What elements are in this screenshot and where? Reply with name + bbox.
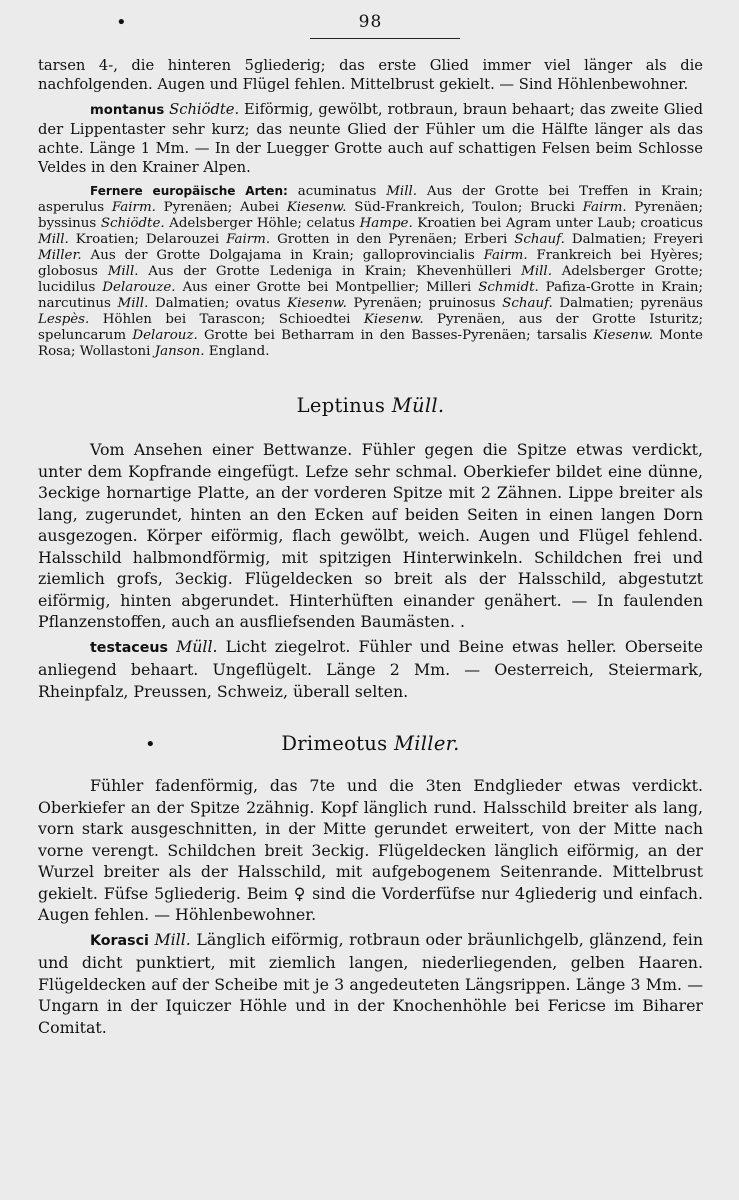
species-entry-text: Aus der Grotte Dolgajama in Krain; galloprovincialis (81, 248, 484, 263)
page-number: 98 (358, 12, 383, 32)
species-author: Schauf. (514, 232, 565, 247)
species-author: Schmidt. (478, 280, 539, 295)
species-author: Hampe. (359, 216, 413, 231)
section-drimeotus (38, 775, 703, 1038)
species-author: Fairm. (483, 248, 528, 263)
species-entry-text: Aus der Grotte bei Treffen in Krain; asperulus (38, 184, 703, 215)
species-author: Mill. (154, 929, 191, 949)
species-name: testaceus (90, 639, 168, 656)
species-author: Müll. (176, 636, 218, 656)
genus-heading-leptinus (38, 394, 703, 417)
species-entry-text: Dalmatien; pyrenäus (552, 296, 703, 311)
species-author: Kiesenw. (286, 200, 347, 215)
species-author: Mill. (117, 296, 149, 311)
species-entry-text: Adelsberger Grotte; lucidilus (38, 264, 703, 295)
species-entry-text: Adelsberger Höhle; celatus (164, 216, 360, 231)
species-author: Schiödte. (169, 101, 240, 118)
species-entry-text: Kroatien; Delarouzei (68, 232, 227, 247)
species-author: Lespès. (38, 312, 90, 327)
species-entry-text: Süd-Frankreich, Toulon; Brucki (346, 200, 583, 215)
genus-author: Müll. (391, 394, 445, 417)
section-leptinus (38, 439, 703, 702)
species-entry-text: Monte Rosa; Wollastoni (38, 328, 703, 359)
genus-author: Miller. (393, 732, 460, 755)
header-rule (310, 38, 460, 39)
genus-name: Drimeotus (281, 732, 388, 755)
species-entry-text: Pyrenäen; byssinus (38, 200, 703, 231)
species-author: Janson. (154, 344, 205, 359)
heading-dot: • (145, 734, 156, 755)
species-entry-text: Frankreich bei Hyères; globosus (38, 248, 703, 279)
species-author: Mill. (107, 264, 139, 279)
species-author: Kiesenw. (593, 328, 653, 343)
page-header (38, 8, 703, 56)
species-entry-text: acuminatus (287, 184, 387, 199)
species-author: Schiödte. (100, 216, 165, 231)
section-genus-continuation (38, 56, 703, 360)
species-author: Kiesenw. (287, 296, 347, 311)
genus-heading-drimeotus (38, 732, 703, 755)
species-author: Fairm. (226, 232, 271, 247)
species-description: Licht ziegelrot. Fühler und Beine etwas heller. Oberseite anliegend behaart. Ungeflügelt. Länge 2 Mm. — Oesterreich, Steiermark, Rheinpfalz, Preussen, Schweiz, überall selten. (38, 636, 703, 701)
species-description: Länglich eiförmig, rotbraun oder bräunlichgelb, glänzend, fein und dicht punktiert, mit ziemlich langen, niederliegenden, gelben Haaren. Flügeldecken auf der Scheibe mit je 3 angedeuteten Längsrippen. Länge 3 Mm. — Ungarn in der Iquiczer Höhle und in der Knochenhöhle bei Fericse im Biharer Comitat. (38, 929, 703, 1037)
species-entry-text: Pyrenäen; Aubei (155, 200, 287, 215)
species-author: Schauf. (502, 296, 553, 311)
species-entry-text: Pafiza-Grotte in Krain; narcutinus (38, 280, 703, 311)
species-entry-text: Kroatien bei Agram unter Laub; croaticus (412, 216, 703, 231)
species-author: Miller. (38, 248, 82, 263)
species-entry-text: Dalmatien; ovatus (148, 296, 288, 311)
species-author: Mill. (38, 232, 69, 247)
species-entry-text: Grotte bei Betharram in den Basses-Pyrenäen; tarsalis (197, 328, 594, 343)
species-entry-text: Aus der Grotte Ledeniga in Krain; Khevenhülleri (138, 264, 522, 279)
species-author: Kiesenw. (363, 312, 424, 327)
genus-intro-text: tarsen 4-, die hinteren 5gliederig; das erste Glied immer viel länger als die nachfolgenden. Augen und Flügel fehlen. Mittelbrust gekielt. — Sind Höhlenbewohner. (38, 57, 703, 93)
species-entry-text: Aus einer Grotte bei Montpellier; Milleri (175, 280, 479, 295)
genus-description: Vom Ansehen einer Bettwanze. Fühler gegen die Spitze etwas verdickt, unter dem Kopfrande eingefügt. Lefze sehr schmal. Oberkiefer bildet eine dünne, 3eckige hornartige Platte, an der vorderen Spitze mit 2 Zähnen. Lippe breiter als lang, zugerundet, hinten an den Ecken auf beiden Seiten in einen langen Dorn ausgezogen. Körper eiförmig, flach gewölbt, weich. Augen und Flügel fehlend. Halsschild halbmondförmig, mit spitzigen Hinterwinkeln. Schildchen frei und ziemlich grofs, 3eckig. Flügeldecken so breit als der Halsschild, abgestutzt eiförmig, hinten abgerundet. Hinterhüften einander genähert. — In faulenden Pflanzenstoffen, auch an ausfliefsenden Baumästen. . (38, 440, 703, 631)
further-species-label: Fernere europäische Arten: (90, 184, 288, 198)
species-entry-text: Pyrenäen, aus der Grotte Isturitz; speluncarum (38, 312, 703, 343)
species-author: Fairm. (582, 200, 627, 215)
further-species-list (38, 183, 703, 360)
header-dot: • (116, 12, 127, 33)
species-author: Delarouze. (102, 280, 176, 295)
species-entry-text: Grotten in den Pyrenäen; Erberi (270, 232, 515, 247)
genus-description: Fühler fadenförmig, das 7te und die 3ten Endglieder etwas verdickt. Oberkiefer an der Spitze 2zähnig. Kopf länglich rund. Halsschild breiter als lang, vorn stark ausgeschnitten, in der Mitte gerundet erweitert, von der Mitte nach vorne verengt. Schildchen breit 3eckig. Flügeldecken länglich eiförmig, an der Wurzel breiter als der Halsschild, mit aufgebogenem Seitenrande. Mittelbrust gekielt. Füfse 5gliederig. Beim ♀ sind die Vorderfüfse nur 4gliederig und einfach. Augen fehlen. — Höhlenbewohner. (38, 776, 703, 924)
species-entry-text: England. (204, 344, 270, 359)
species-entry-korasci (38, 929, 703, 1039)
genus-name: Leptinus (296, 394, 386, 417)
species-author: Mill. (386, 184, 418, 199)
species-entry-text: Dalmatien; Freyeri (564, 232, 703, 247)
species-entry-montanus (38, 100, 703, 177)
species-description: Eiförmig, gewölbt, rotbraun, braun behaart; das zweite Glied der Lippentaster sehr kurz; das neunte Glied der Fühler um die Hälfte länger als das achte. Länge 1 Mm. — In der Luegger Grotte auch auf schattigen Felsen beim Schlosse Veldes in den Krainer Alpen. (38, 101, 703, 176)
species-entry-text: Pyrenäen; pruinosus (346, 296, 503, 311)
species-author: Delarouz. (132, 328, 198, 343)
species-name: Korasci (90, 932, 149, 949)
species-name: montanus (90, 103, 165, 118)
species-entry-testaceus (38, 636, 703, 703)
species-author: Fairm. (111, 200, 156, 215)
species-author: Mill. (521, 264, 552, 279)
species-entry-text: Höhlen bei Tarascon; Schioedtei (89, 312, 364, 327)
